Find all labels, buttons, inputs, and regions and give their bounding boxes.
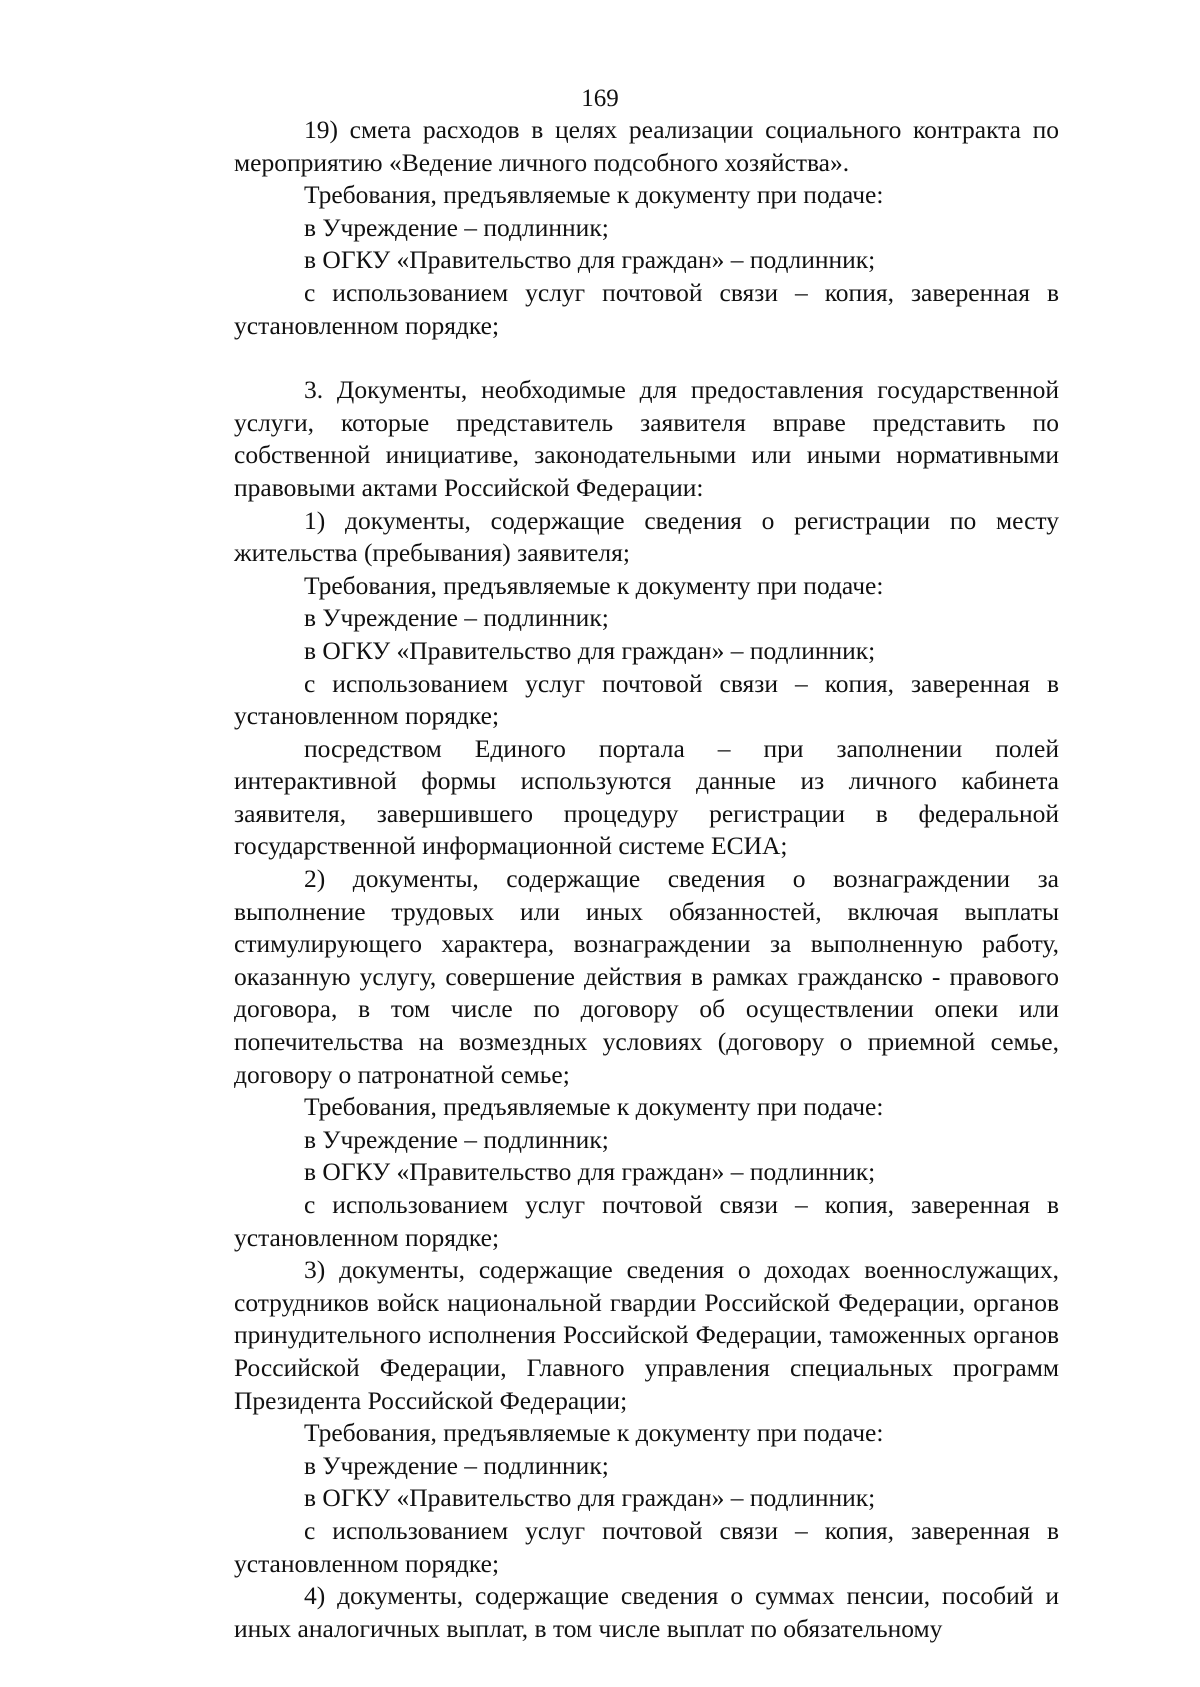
paragraph-gap <box>234 342 1059 374</box>
paragraph-ogku-original: в ОГКУ «Правительство для граждан» – подлинник; <box>304 245 876 275</box>
paragraph-institution-original: в Учреждение – подлинник; <box>304 1450 609 1480</box>
paragraph-requirements: Требования, предъявляемые к документу при подаче: <box>304 570 884 600</box>
page-number: 169 <box>581 85 619 112</box>
paragraph-item-4-pensions: 4) документы, содержащие сведения о суммах пенсии, пособий и иных аналогичных выплат, в том числе выплат по обязательному <box>234 1581 1059 1643</box>
paragraph-postal-copy: с использованием услуг почтовой связи – копия, заверенная в установленном порядке; <box>234 277 1059 340</box>
paragraph-ogku-original: в ОГКУ «Правительство для граждан» – подлинник; <box>304 1483 876 1513</box>
paragraph-postal-copy: с использованием услуг почтовой связи – копия, заверенная в установленном порядке; <box>234 1190 1059 1252</box>
paragraph-item-1-registration: 1) документы, содержащие сведения о регистрации по месту жительства (пребывания) заявителя; <box>234 505 1059 568</box>
paragraph-postal-copy: с использованием услуг почтовой связи – копия, заверенная в установленном порядке; <box>234 1515 1059 1578</box>
paragraph-requirements: Требования, предъявляемые к документу при подаче: <box>304 1092 884 1122</box>
paragraph-institution-original: в Учреждение – подлинник; <box>304 212 609 242</box>
paragraph-institution-original: в Учреждение – подлинник; <box>304 603 609 633</box>
paragraph-institution-original: в Учреждение – подлинник; <box>304 1124 609 1154</box>
paragraph-requirements: Требования, предъявляемые к документу при подаче: <box>304 180 884 210</box>
paragraph-item-2-remuneration: 2) документы, содержащие сведения о вознаграждении за выполнение трудовых или иных обязанностей, включая выплаты стимулирующего характера, вознаграждении за выполненную работу, оказанную услугу, совершение действия в рамках гражданско - правового договора, в том числе по договору об осуществлении опеки или попечительства на возмездных условиях (договору о приемной семье, договору о патронатной семье; <box>234 864 1059 1089</box>
paragraph-unified-portal: посредством Единого портала – при заполнении полей интерактивной формы используются данные из личного кабинета заявителя, завершившего процедуру регистрации в федеральной государственной информационной системе ЕСИА; <box>234 733 1059 861</box>
paragraph-requirements: Требования, предъявляемые к документу при подаче: <box>304 1418 884 1448</box>
paragraph-item-3-military-income: 3) документы, содержащие сведения о доходах военнослужащих, сотрудников войск национальной гвардии Российской Федерации, органов принудительного исполнения Российской Федерации, таможенных органов Российской Федерации, Главного управления специальных программ Президента Российской Федерации; <box>234 1255 1059 1415</box>
paragraph-item-19-estimate: 19) смета расходов в целях реализации социального контракта по мероприятию «Ведение личного подсобного хозяйства». <box>234 115 1059 177</box>
paragraph-ogku-original: в ОГКУ «Правительство для граждан» – подлинник; <box>304 635 876 665</box>
paragraph-postal-copy: с использованием услуг почтовой связи – копия, заверенная в установленном порядке; <box>234 668 1059 731</box>
paragraph-section-3-heading: 3. Документы, необходимые для предоставления государственной услуги, которые представитель заявителя вправе представить по собственной инициативе, законодательными или иными нормативными правовыми актами Российской Федерации: <box>234 375 1059 502</box>
paragraph-ogku-original: в ОГКУ «Правительство для граждан» – подлинник; <box>304 1157 876 1187</box>
document-body <box>234 114 1059 1645</box>
